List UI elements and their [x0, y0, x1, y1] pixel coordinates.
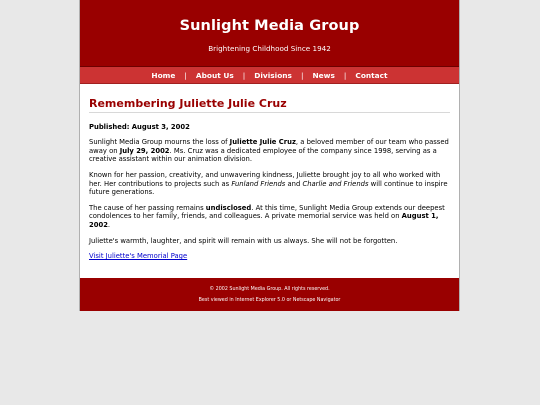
page-container: [79, 0, 460, 311]
footer-browser-note: Best viewed in Internet Explorer 5.0 or Netscape Navigator: [198, 298, 341, 303]
nav-news-link[interactable]: News: [312, 70, 335, 80]
nav-contact-link[interactable]: Contact: [355, 70, 388, 80]
cause-emphasis: undisclosed: [205, 203, 252, 212]
article-paragraph: The cause of her passing remains undisclosed. At this time, Sunlight Media Group extends our deepest condolences to her family, friends, and colleagues. A private memorial service was held on August 1, 2002.: [89, 203, 445, 229]
date-emphasis: July 29, 2002: [119, 146, 170, 155]
show-title: Funland Friends: [231, 179, 286, 188]
published-date: Published: August 3, 2002: [89, 122, 190, 131]
site-header: [80, 0, 459, 67]
article-paragraph: Known for her passion, creativity, and unwavering kindness, Juliette brought joy to all who worked with her. Her contributions to projects such as Funland Friends and Charlie and Friends will continue to inspire future generations.: [89, 170, 448, 197]
nav-divisions-link[interactable]: Divisions: [254, 70, 292, 80]
nav-about-link[interactable]: About Us: [195, 70, 234, 80]
main-nav: [80, 67, 459, 84]
footer-copyright: © 2002 Sunlight Media Group. All rights reserved.: [209, 287, 330, 292]
date-emphasis: August 1, 2002: [89, 212, 439, 229]
show-title: Charlie and Friends: [302, 179, 369, 188]
nav-separator: |: [343, 70, 347, 80]
article-paragraph: Sunlight Media Group mourns the loss of Juliette Julie Cruz, a beloved member of our team who passed away on July 29, 2002. Ms. Cruz was a dedicated employee of the company since 1998, serving as a creative assistant within our animation division.: [89, 138, 449, 164]
site-title: Sunlight Media Group: [179, 18, 360, 34]
site-footer: [80, 278, 459, 311]
nav-home-link[interactable]: Home: [151, 70, 176, 80]
nav-separator: |: [300, 70, 304, 80]
article-title: Remembering Juliette Julie Cruz: [89, 100, 450, 113]
nav-separator: |: [242, 70, 246, 80]
nav-separator: |: [184, 70, 187, 80]
memorial-page-link[interactable]: Visit Juliette's Memorial Page: [89, 252, 188, 261]
name-emphasis: Juliette Julie Cruz: [229, 138, 296, 147]
site-tagline: Brightening Childhood Since 1942: [208, 44, 331, 53]
article-content: [80, 97, 459, 261]
article-paragraph: Juliette's warmth, laughter, and spirit will remain with us always. She will not be forgotten.: [89, 236, 398, 245]
